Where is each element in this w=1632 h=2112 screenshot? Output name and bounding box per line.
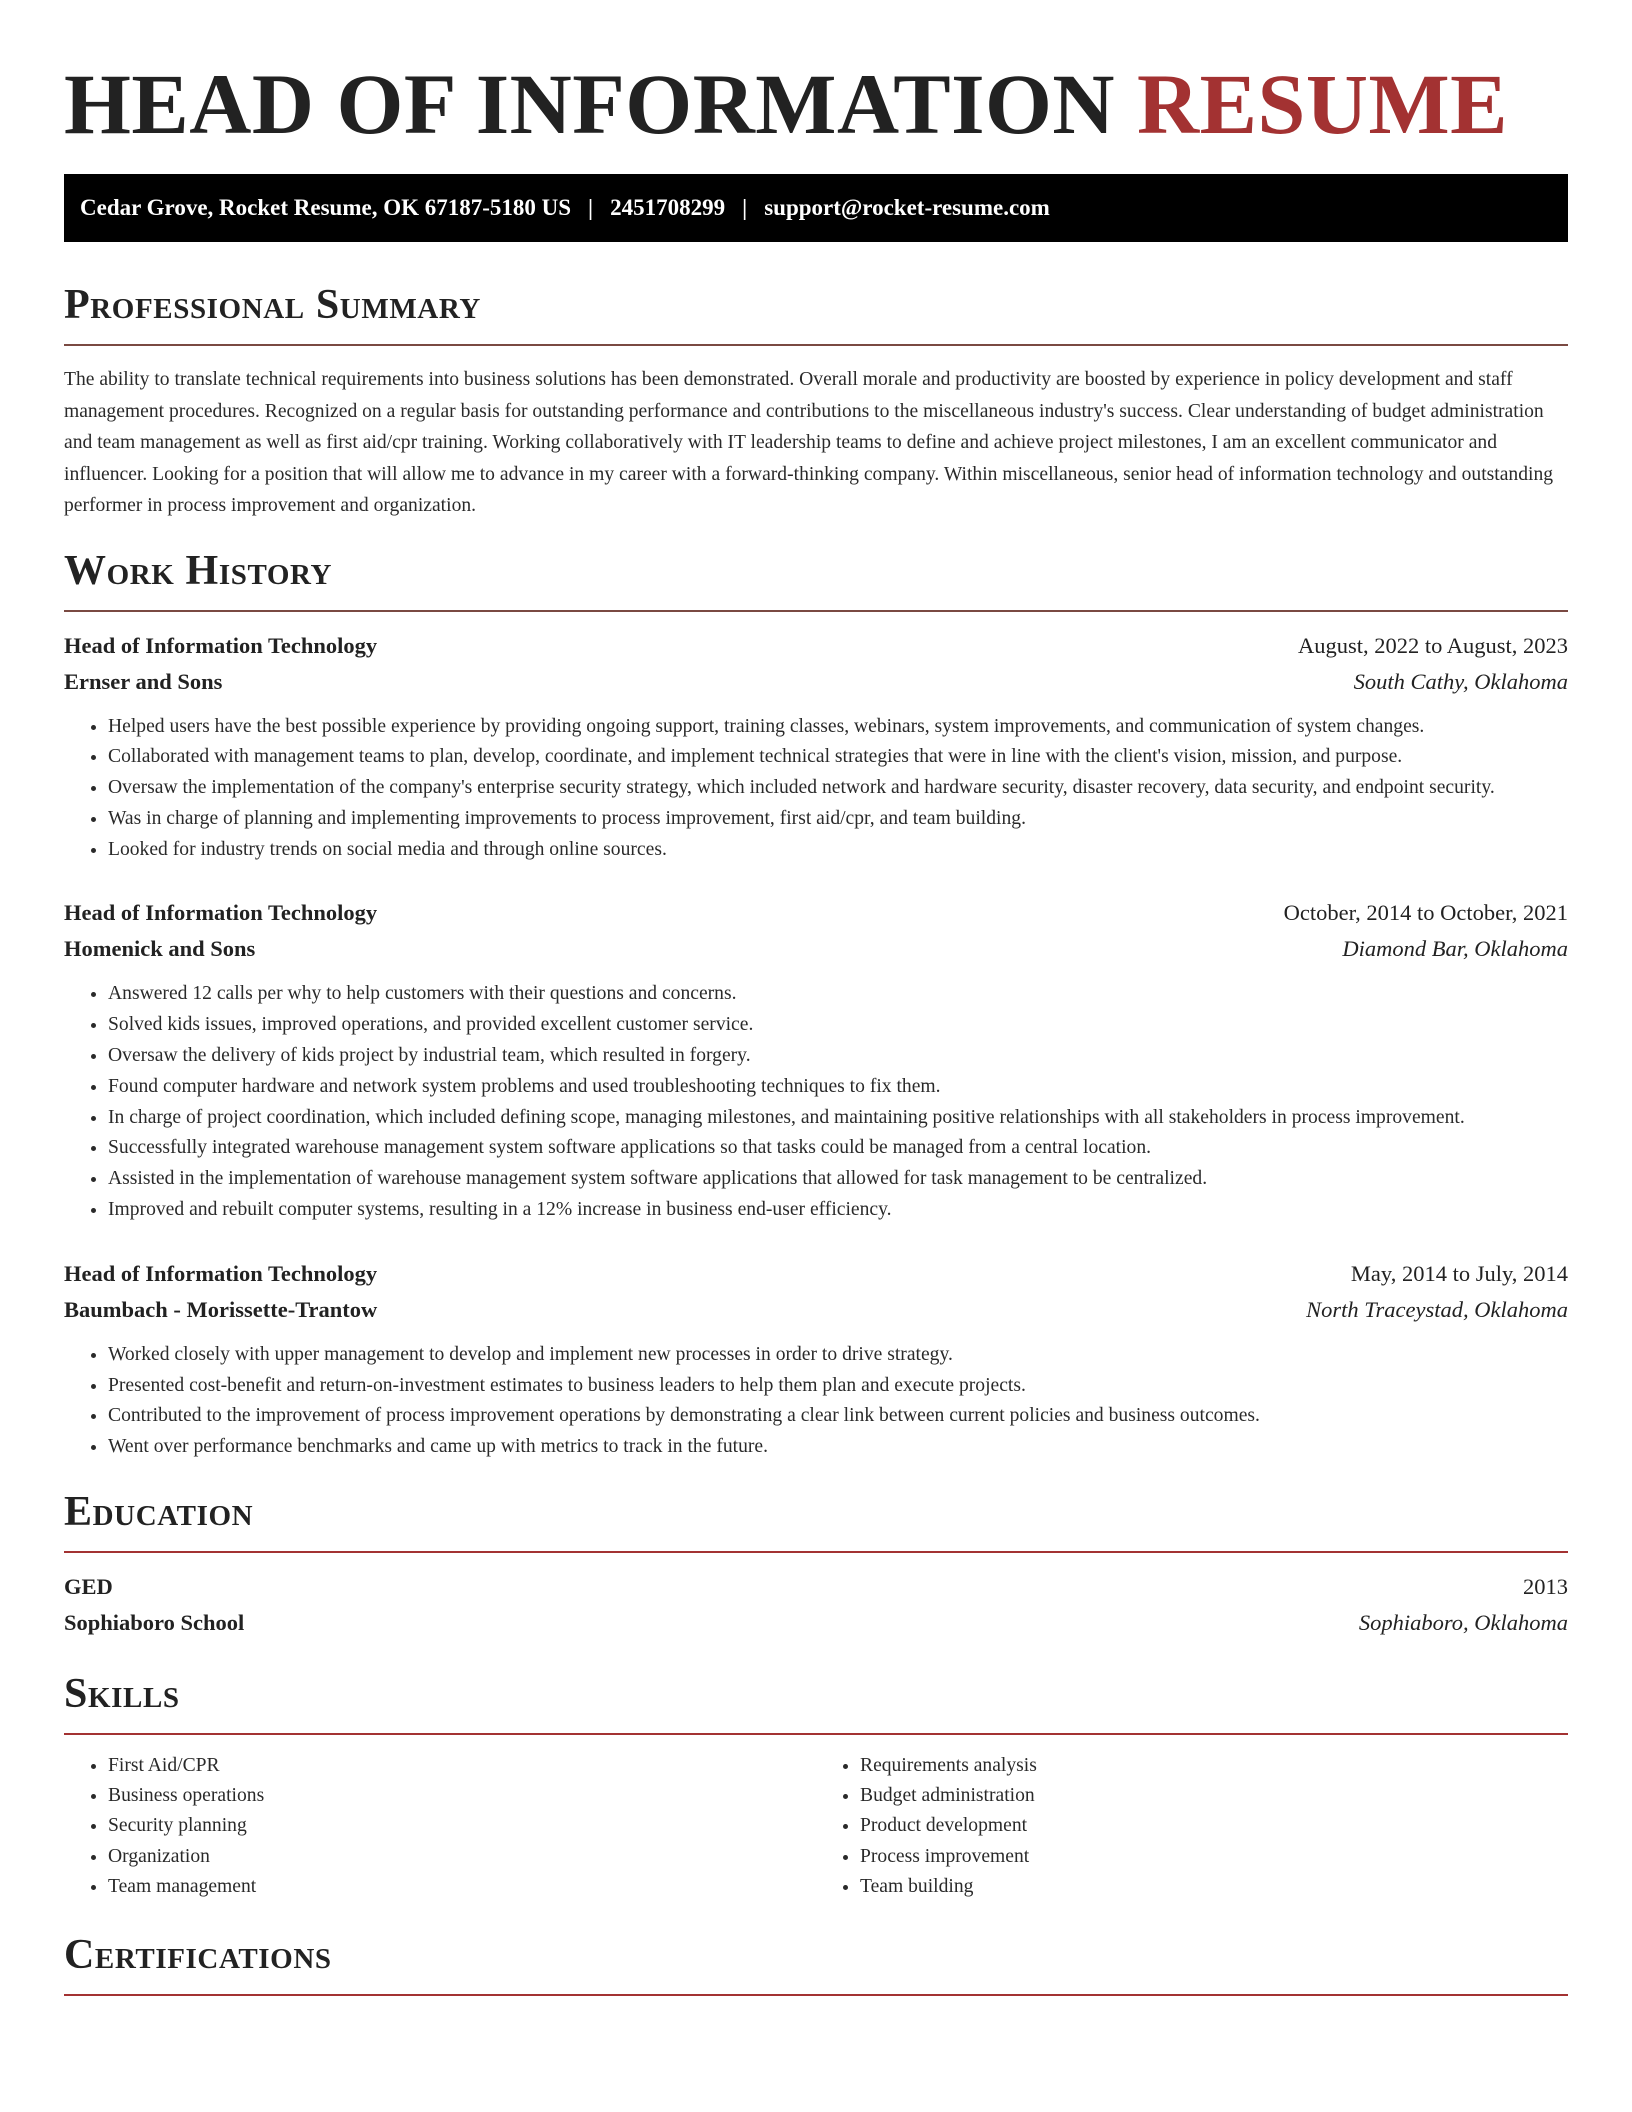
list-item: • Went over performance benchmarks and came up with metrics to track in the future. [108, 1432, 1568, 1463]
work-history-section [64, 546, 1568, 1464]
skills-columns [64, 1751, 1568, 1902]
job-company: Homenick and Sons [64, 936, 256, 962]
contact-address: Cedar Grove, Rocket Resume, OK 67187-5180 US [80, 195, 572, 220]
list-item: • Requirements analysis [860, 1751, 1568, 1781]
job-dates: August, 2022 to August, 2023 [1297, 632, 1568, 658]
job-bullets [64, 979, 1568, 1225]
education-school: Sophiaboro School [64, 1610, 245, 1636]
section-heading-work-history: Work History [64, 547, 333, 594]
job-title: Head of Information Technology [64, 1260, 378, 1286]
section-heading-skills: Skills [64, 1671, 180, 1718]
job-bullets [64, 1340, 1568, 1463]
list-item: • Oversaw the delivery of kids project by industrial team, which resulted in forgery. [108, 1041, 1568, 1072]
job-entry [64, 1256, 1568, 1463]
job-company: Baumbach - Morissette-Trantow [64, 1296, 378, 1322]
contact-email: support@rocket-resume.com [764, 195, 1050, 220]
list-item: • Collaborated with management teams to plan, develop, coordinate, and implement technical strategies that were in line with the client's vision, mission, and purpose. [108, 742, 1568, 773]
job-title: Head of Information Technology [64, 632, 378, 658]
list-item: • Process improvement [860, 1842, 1568, 1872]
education-year: 2013 [1523, 1574, 1568, 1600]
job-location: North Traceystad, Oklahoma [1306, 1296, 1568, 1322]
list-item: • Assisted in the implementation of warehouse management system software applications that allowed for task management to be centralized. [108, 1164, 1568, 1195]
list-item: • Helped users have the best possible experience by providing ongoing support, training classes, webinars, system improvements, and communication of system changes. [108, 712, 1568, 743]
job-bullets [64, 712, 1568, 866]
section-heading-summary: Professional Summary [64, 282, 481, 328]
title-main: HEAD OF INFORMATION [64, 56, 1116, 152]
section-heading-education: Education [64, 1489, 254, 1536]
list-item: • Presented cost-benefit and return-on-investment estimates to business leaders to help them plan and execute projects. [108, 1371, 1568, 1402]
list-item: • Team management [108, 1872, 816, 1902]
contact-separator: | [588, 195, 594, 220]
list-item: • Budget administration [860, 1781, 1568, 1811]
list-item: • Answered 12 calls per why to help customers with their questions and concerns. [108, 979, 1568, 1010]
job-company: Ernser and Sons [64, 668, 223, 694]
section-divider [64, 1551, 1568, 1553]
list-item: • Security planning [108, 1811, 816, 1841]
education-degree: GED [64, 1574, 113, 1600]
contact-separator: | [742, 195, 748, 220]
skills-column-left [64, 1751, 816, 1902]
education-location: Sophiaboro, Oklahoma [1358, 1610, 1568, 1636]
list-item: • Product development [860, 1811, 1568, 1841]
contact-bar [64, 174, 1568, 242]
list-item: • Oversaw the implementation of the company's enterprise security strategy, which included network and hardware security, disaster recovery, data security, and endpoint security. [108, 773, 1568, 804]
section-divider [64, 344, 1568, 346]
education-entry [64, 1569, 1568, 1641]
list-item: • Team building [860, 1872, 1568, 1902]
section-divider [64, 1994, 1568, 1996]
skills-column-right [816, 1751, 1568, 1902]
skills-section [64, 1669, 1568, 1902]
job-header-row [64, 628, 1568, 664]
job-dates: October, 2014 to October, 2021 [1283, 900, 1568, 926]
list-item: • Improved and rebuilt computer systems, resulting in a 12% increase in business end-user efficiency. [108, 1195, 1568, 1226]
section-divider [64, 610, 1568, 612]
job-header-row [64, 1256, 1568, 1292]
section-heading-certifications: Certifications [64, 1932, 332, 1979]
list-item: • Business operations [108, 1781, 816, 1811]
list-item: • Solved kids issues, improved operations, and provided excellent customer service. [108, 1010, 1568, 1041]
job-entry [64, 628, 1568, 866]
list-item: • Organization [108, 1842, 816, 1872]
list-item: • First Aid/CPR [108, 1751, 816, 1781]
job-location: South Cathy, Oklahoma [1353, 668, 1568, 694]
list-item: • Contributed to the improvement of process improvement operations by demonstrating a clear link between current policies and business outcomes. [108, 1401, 1568, 1432]
job-company-row [64, 664, 1568, 700]
job-title: Head of Information Technology [64, 900, 378, 926]
list-item: • In charge of project coordination, which included defining scope, managing milestones, and maintaining positive relationships with all stakeholders in process improvement. [108, 1103, 1568, 1134]
job-location: Diamond Bar, Oklahoma [1342, 936, 1568, 962]
job-header-row [64, 895, 1568, 931]
list-item: • Looked for industry trends on social media and through online sources. [108, 835, 1568, 866]
education-school-row [64, 1605, 1568, 1641]
list-item: • Worked closely with upper management to develop and implement new processes in order to drive strategy. [108, 1340, 1568, 1371]
resume-title [64, 52, 1568, 156]
contact-phone: 2451708299 [610, 195, 726, 220]
list-item: • Was in charge of planning and implementing improvements to process improvement, first aid/cpr, and team building. [108, 804, 1568, 835]
summary-text: The ability to translate technical requirements into business solutions has been demonstrated. Overall morale and productivity are boosted by experience in policy development and staff management procedures. Recognized on a regular basis for outstanding performance and contributions to the miscellaneous industry's success. Clear understanding of budget administration and team management as well as first aid/cpr training. Working collaboratively with IT leadership teams to define and achieve project milestones, I am an excellent communicator and influencer. Looking for a position that will allow me to advance in my career with a forward-thinking company. Within miscellaneous, senior head of information technology and outstanding performer in process improvement and organization. [64, 369, 1554, 516]
job-company-row [64, 1292, 1568, 1328]
summary-section [64, 280, 1568, 522]
job-entry [64, 895, 1568, 1225]
title-accent: RESUME [1137, 56, 1508, 152]
job-company-row [64, 931, 1568, 967]
list-item: • Successfully integrated warehouse management system software applications so that tasks could be managed from a central location. [108, 1133, 1568, 1164]
section-divider [64, 1733, 1568, 1735]
education-section [64, 1487, 1568, 1641]
education-degree-row [64, 1569, 1568, 1605]
certifications-section [64, 1930, 1568, 1996]
list-item: • Found computer hardware and network system problems and used troubleshooting techniques to fix them. [108, 1072, 1568, 1103]
job-dates: May, 2014 to July, 2014 [1350, 1260, 1568, 1286]
